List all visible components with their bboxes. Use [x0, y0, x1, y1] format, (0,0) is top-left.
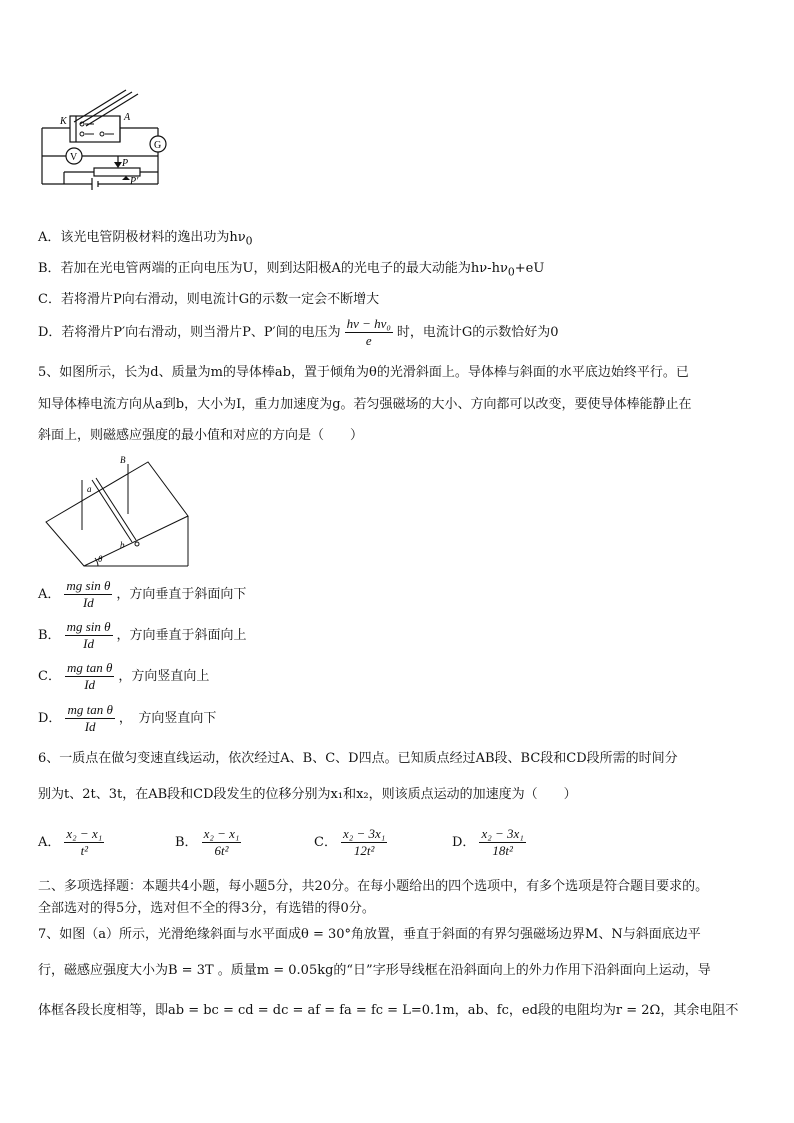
- q4-option-d: D．若将滑片P′向右滑动，则当滑片P、P′间的电压为 $\frac{\text{hν − hν₀}}{e}$ 时，电流计G的示数恰好为0: [38, 316, 559, 348]
- q4-option-a: A．该光电管阴极材料的逸出功为$h\nu_0$: [38, 230, 253, 248]
- section2-heading-line2: 全部选对的得5分，选对但不全的得3分，有选错的得0分。: [38, 901, 375, 916]
- label-rod-b: b: [120, 540, 125, 550]
- q5-text-line3: 斜面上，则磁感应强度的最小值和对应的方向是（ ）: [38, 428, 364, 443]
- q7-text-line2: 行，磁感应强度大小为B = 3T 。质量m = 0.05kg的“日”字形导线框在沿斜面向上的外力作用下沿斜面向上运动，导: [38, 963, 711, 978]
- incline-rod-figure: [40, 452, 200, 570]
- label-rod-a: a: [87, 484, 92, 494]
- label-k: K: [60, 116, 67, 127]
- q6-option-c: C． $\frac{\text{x₂ − 3x₁}}{\text{12t²}}$: [314, 826, 386, 858]
- label-theta: θ: [98, 554, 103, 564]
- q6-option-a: A． $\frac{\text{x₂ − x₁}}{\text{t²}}$: [38, 826, 103, 858]
- section2-heading-line1: 二、多项选择题：本题共4小题，每小题5分，共20分。在每小题给出的四个选项中，有多个选项是符合题目要求的。: [38, 879, 709, 894]
- q4-option-b: B．若加在光电管两端的正向电压为U，则到达阳极A的光电子的最大动能为$h\nu-h\nu_0+eU$: [38, 261, 545, 279]
- label-g: G: [154, 140, 162, 151]
- q5-text-line1: 5、如图所示，长为d、质量为m的导体棒ab，置于倾角为θ的光滑斜面上。导体棒与斜面的水平底边始终平行。已: [38, 365, 689, 380]
- label-p: P: [122, 158, 129, 169]
- label-a: A: [124, 112, 131, 123]
- q5-text-line2: 知导体棒电流方向从a到b，大小为I，重力加速度为g。若匀强磁场的大小、方向都可以改变，要使导体棒能静止在: [38, 397, 692, 412]
- q7-text-line1: 7、如图（a）所示，光滑绝缘斜面与水平面成θ = 30°角放置，垂直于斜面的有界匀强磁场边界M、N与斜面底边平: [38, 927, 701, 942]
- q6-option-b: B． $\frac{\text{x₂ − x₁}}{\text{6t²}}$: [175, 826, 240, 858]
- q5-option-c: C． $\frac{\text{mg tan θ}}{Id}$ ，方向竖直向上: [38, 660, 210, 692]
- label-p-prime: P′: [130, 176, 139, 187]
- q6-text-line1: 6、一质点在做匀变速直线运动，依次经过A、B、C、D四点。已知质点经过AB段、BC段和CD段所需的时间分: [38, 751, 678, 766]
- label-v: V: [70, 152, 78, 163]
- photoelectric-circuit-figure: [34, 84, 184, 192]
- q5-option-b: B． $\frac{\text{mg sin θ}}{Id}$ ，方向垂直于斜面向上: [38, 619, 247, 651]
- q4-option-c: C．若将滑片P向右滑动，则电流计G的示数一定会不断增大: [38, 292, 380, 307]
- label-b-field: B: [120, 455, 126, 465]
- q7-text-line3: 体框各段长度相等，即ab = bc = cd = dc = af = fa = fc = L=0.1m，ab、fc，ed段的电阻均为r = 2Ω，其余电阻不: [38, 1003, 739, 1018]
- q5-option-a: A． $\frac{\text{mg sin θ}}{Id}$ ，方向垂直于斜面向下: [38, 578, 247, 610]
- q6-option-d: D． $\frac{\text{x₂ − 3x₁}}{\text{18t²}}$: [452, 826, 524, 858]
- q6-text-line2: 别为t、2t、3t，在AB段和CD段发生的位移分别为x₁和x₂，则该质点运动的加速度为（ ）: [38, 787, 577, 802]
- q5-option-d: D． $\frac{\text{mg tan θ}}{Id}$ ， 方向竖直向下: [38, 702, 217, 734]
- q4-option-d-fraction: $\frac{\text{hν − hν₀}}{e}$: [346, 316, 391, 348]
